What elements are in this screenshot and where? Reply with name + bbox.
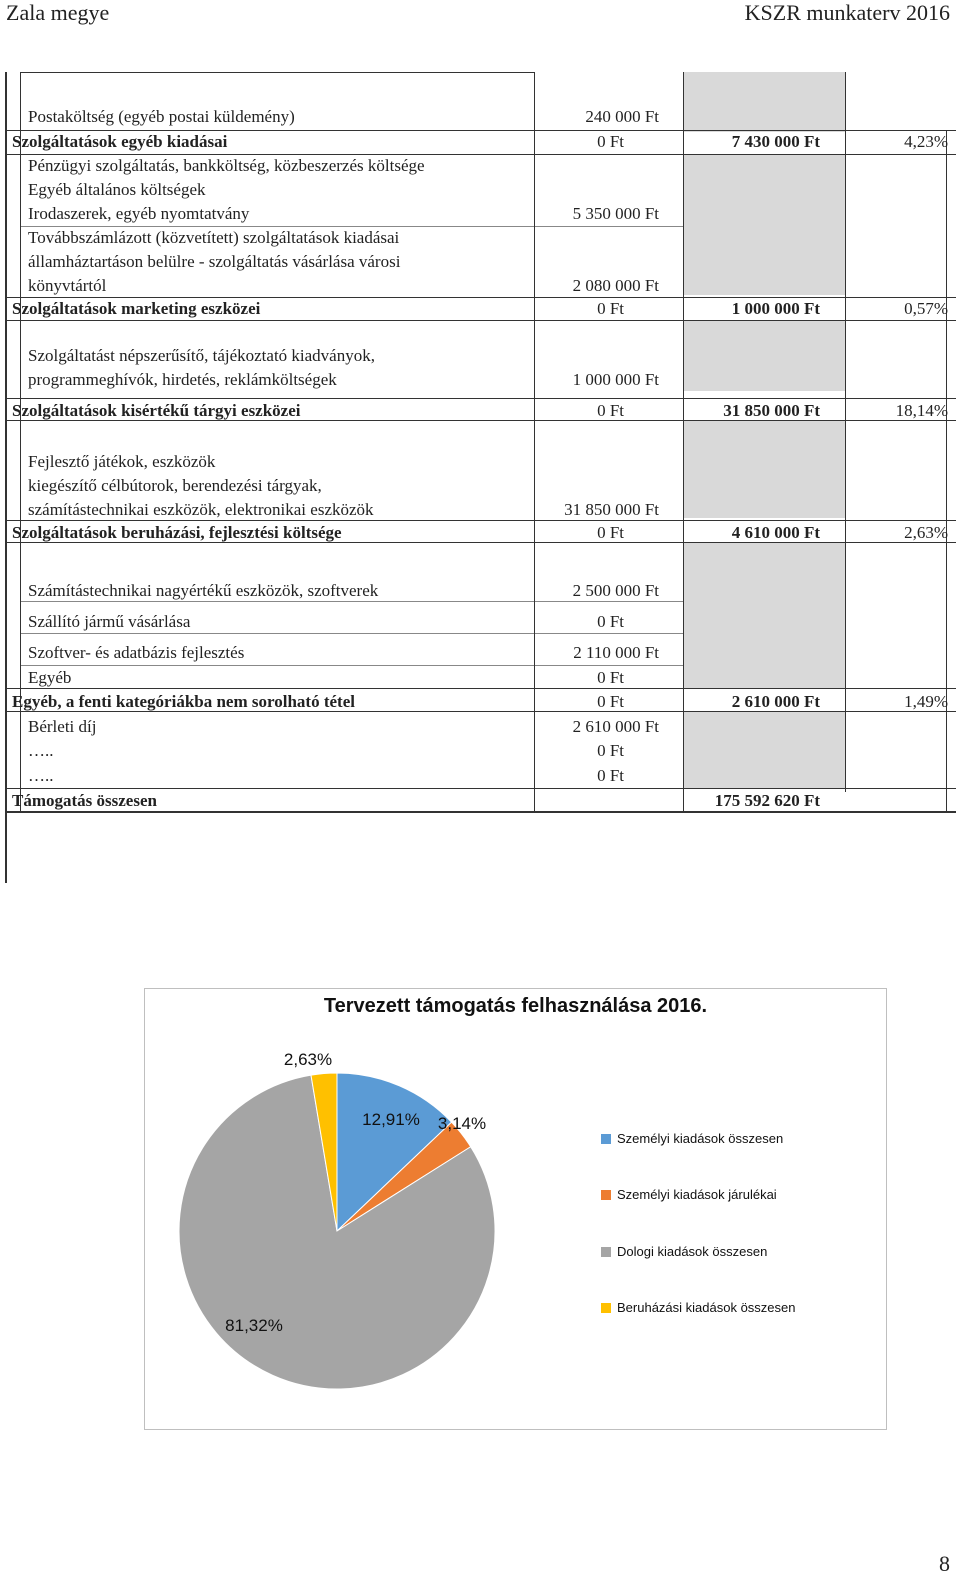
amount-value: 0 Ft xyxy=(597,132,624,151)
pie-chart xyxy=(144,988,887,1430)
amount-value: 5 350 000 Ft xyxy=(572,204,659,223)
item-label: Szoftver- és adatbázis fejlesztés xyxy=(28,643,245,662)
row-divider xyxy=(5,398,956,399)
amount-value: 0 Ft xyxy=(597,401,624,420)
category-label: Szolgáltatások beruházási, fejlesztési költsége xyxy=(12,523,342,542)
category-label: Szolgáltatások marketing eszközei xyxy=(12,299,261,318)
percent-value: 4,23% xyxy=(904,132,948,151)
percent-value: 18,14% xyxy=(895,401,948,420)
item-label: Irodaszerek, egyéb nyomtatvány xyxy=(28,204,250,223)
total-value: 2 610 000 Ft xyxy=(731,692,820,711)
shaded-cell xyxy=(683,72,845,132)
amount-value: 0 Ft xyxy=(597,668,624,687)
row-divider xyxy=(5,320,956,321)
data-label-4: 2,63% xyxy=(283,1050,333,1069)
item-label: Számítástechnikai nagyértékű eszközök, szoftverek xyxy=(28,581,379,600)
legend-item xyxy=(601,1300,796,1315)
category-label: Szolgáltatások kisértékű tárgyi eszközei xyxy=(12,401,301,420)
amount-value: 0 Ft xyxy=(597,523,624,542)
data-label-2: 3,14% xyxy=(437,1114,487,1133)
data-label-3: 81,32% xyxy=(225,1316,283,1335)
item-label: kiegészítő célbútorok, berendezési tárgyak, xyxy=(28,476,322,495)
item-label: Fejlesztő játékok, eszközök xyxy=(28,452,216,471)
item-label: programmeghívók, hirdetés, reklámköltségek xyxy=(28,370,337,389)
subrow-divider xyxy=(20,633,683,634)
item-label: Szolgáltatást népszerűsítő, tájékoztató kiadványok, xyxy=(28,346,375,365)
item-label: Pénzügyi szolgáltatás, bankköltség, közbeszerzés költsége xyxy=(28,156,425,175)
chart-title: Tervezett támogatás felhasználása 2016. xyxy=(323,995,708,1017)
column-divider xyxy=(534,72,535,812)
legend-swatch xyxy=(601,1134,611,1144)
legend-label: Dologi kiadások összesen xyxy=(617,1244,768,1259)
amount-value: 31 850 000 Ft xyxy=(564,500,659,519)
total-value: 7 430 000 Ft xyxy=(731,132,820,151)
category-label: Szolgáltatások egyéb kiadásai xyxy=(12,132,228,151)
item-label: államháztartáson belülre - szolgáltatás vásárlása városi xyxy=(28,252,401,271)
legend-swatch xyxy=(601,1247,611,1257)
pie-svg xyxy=(145,989,888,1431)
total-value: 31 850 000 Ft xyxy=(723,401,820,420)
amount-value: 0 Ft xyxy=(597,741,624,760)
column-divider xyxy=(845,72,846,792)
legend-swatch xyxy=(601,1190,611,1200)
item-label: ….. xyxy=(28,766,54,785)
item-label: Egyéb általános költségek xyxy=(28,180,206,199)
category-label: Támogatás összesen xyxy=(12,791,157,810)
amount-value: 2 500 000 Ft xyxy=(572,581,659,600)
total-value: 4 610 000 Ft xyxy=(731,523,820,542)
total-value: 1 000 000 Ft xyxy=(731,299,820,318)
header-plan: KSZR munkaterv 2016 xyxy=(744,0,950,25)
total-value: 175 592 620 Ft xyxy=(714,791,820,810)
header-county: Zala megye xyxy=(6,0,110,25)
column-divider xyxy=(5,72,7,883)
shaded-cell xyxy=(683,155,845,295)
item-label: számítástechnikai eszközök, elektronikai eszközök xyxy=(28,500,374,519)
amount-value: 1 000 000 Ft xyxy=(572,370,659,389)
table-top-edge xyxy=(20,72,534,73)
legend-item xyxy=(601,1187,777,1202)
percent-value: 0,57% xyxy=(904,299,948,318)
item-label: könyvtártól xyxy=(28,276,107,295)
legend-label: Beruházási kiadások összesen xyxy=(617,1300,796,1315)
legend-label: Személyi kiadások járulékai xyxy=(617,1187,777,1202)
amount-value: 2 610 000 Ft xyxy=(572,717,659,736)
item-label: ….. xyxy=(28,741,54,760)
shaded-cell xyxy=(683,543,845,688)
subrow-divider xyxy=(20,665,683,666)
percent-value: 1,49% xyxy=(904,692,948,711)
category-label: Egyéb, a fenti kategóriákba nem sorolható tétel xyxy=(12,692,355,711)
legend-item xyxy=(601,1131,783,1146)
amount-value: 0 Ft xyxy=(597,612,624,631)
amount-value: 2 080 000 Ft xyxy=(572,276,659,295)
amount-value: 240 000 Ft xyxy=(585,107,659,126)
data-label-1: 12,91% xyxy=(362,1110,420,1129)
shaded-cell xyxy=(683,712,845,788)
legend-swatch xyxy=(601,1303,611,1313)
legend-label: Személyi kiadások összesen xyxy=(617,1131,784,1146)
row-divider xyxy=(5,688,956,689)
amount-value: 2 110 000 Ft xyxy=(573,643,659,662)
row-divider xyxy=(5,788,956,789)
column-divider xyxy=(683,72,684,812)
amount-value: 0 Ft xyxy=(597,766,624,785)
item-label: Egyéb xyxy=(28,668,72,687)
item-label: Szállító jármű vásárlása xyxy=(28,612,191,631)
percent-value: 2,63% xyxy=(904,523,948,542)
item-label: Bérleti díj xyxy=(28,717,97,736)
shaded-cell xyxy=(683,421,845,518)
item-label: Továbbszámlázott (közvetített) szolgáltatások kiadásai xyxy=(28,228,400,247)
shaded-cell xyxy=(683,321,845,391)
page-number: 8 xyxy=(939,1551,950,1576)
amount-value: 0 Ft xyxy=(597,692,624,711)
item-label: Postaköltség (egyéb postai küldemény) xyxy=(28,107,295,126)
amount-value: 0 Ft xyxy=(597,299,624,318)
legend-item xyxy=(601,1244,767,1259)
